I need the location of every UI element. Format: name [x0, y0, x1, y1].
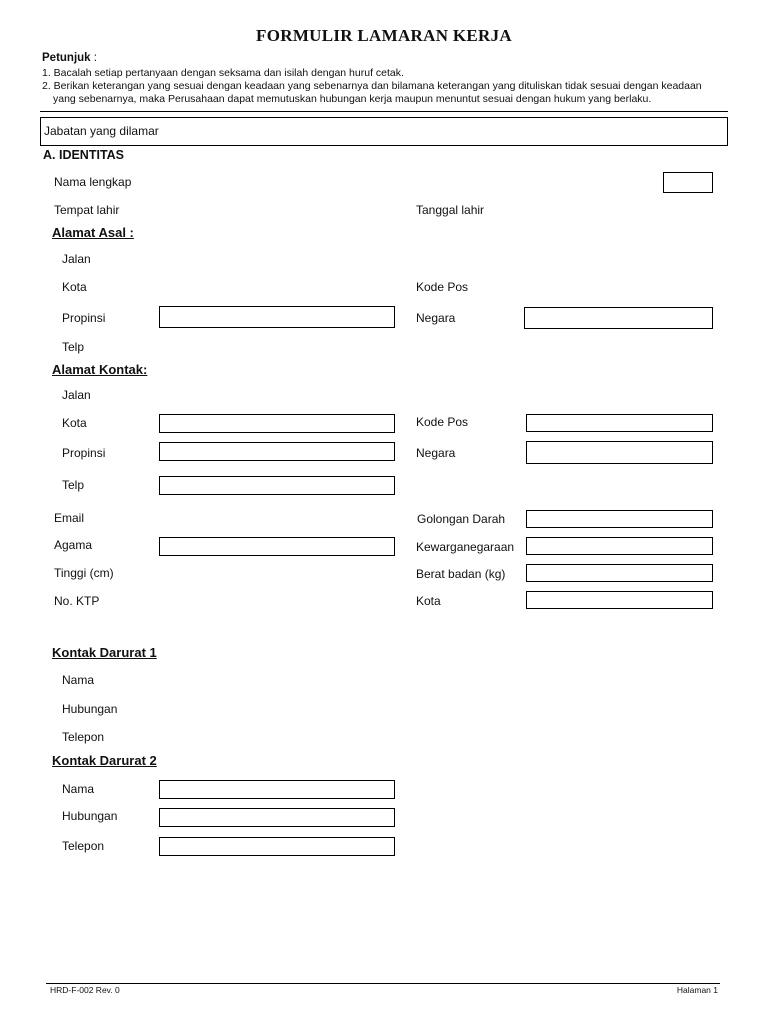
header-divider: [40, 111, 728, 112]
contact-phone-label: Telp: [62, 478, 85, 492]
origin-country-input[interactable]: [524, 307, 713, 329]
identity-heading: A. IDENTITAS: [43, 148, 125, 162]
contact-city-label: Kota: [62, 416, 87, 430]
origin-province-label: Propinsi: [62, 311, 106, 325]
contact-phone-input[interactable]: [159, 476, 395, 495]
emergency2-relation-input[interactable]: [159, 808, 395, 827]
origin-country-label: Negara: [416, 311, 456, 325]
blood-type-label: Golongan Darah: [417, 512, 506, 526]
contact-province-label: Propinsi: [62, 446, 106, 460]
weight-input[interactable]: [526, 564, 713, 582]
instruction-line-2: 2. Berikan keterangan yang sesuai dengan keadaan yang sebenarnya dan bilamana keterangan yang dituliskan tidak sesuai dengan keadaan: [42, 80, 702, 92]
instructions-heading-label: Petunjuk: [42, 52, 91, 64]
origin-phone-label: Telp: [62, 340, 85, 354]
contact-country-label: Negara: [416, 446, 456, 460]
origin-street-label: Jalan: [62, 252, 91, 266]
birth-date-label: Tanggal lahir: [416, 203, 485, 217]
id-city-label: Kota: [416, 594, 441, 608]
id-number-label: No. KTP: [54, 594, 100, 608]
doc-code: HRD-F-002 Rev. 0: [50, 985, 120, 995]
citizenship-label: Kewarganegaraan: [416, 540, 515, 554]
religion-input[interactable]: [159, 537, 395, 556]
citizenship-input[interactable]: [526, 537, 713, 555]
origin-postal-label: Kode Pos: [416, 280, 469, 294]
instruction-line-1: 1. Bacalah setiap pertanyaan dengan seksama dan isilah dengan huruf cetak.: [42, 67, 404, 79]
instructions-colon: :: [90, 52, 97, 64]
id-city-input[interactable]: [526, 591, 713, 609]
emergency1-relation-label: Hubungan: [62, 702, 118, 716]
weight-label: Berat badan (kg): [416, 567, 506, 581]
contact-city-input[interactable]: [159, 414, 395, 433]
email-label: Email: [54, 511, 85, 525]
origin-province-input[interactable]: [159, 306, 395, 328]
instruction-line-2b: yang sebenarnya, maka Perusahaan dapat memutuskan hubungan kerja maupun menuntut sesuai dengan hukum yang berlaku.: [53, 93, 652, 105]
full-name-input[interactable]: [663, 172, 713, 193]
emergency2-name-input[interactable]: [159, 780, 395, 799]
emergency2-heading: Kontak Darurat 2: [52, 753, 157, 768]
origin-address-heading: Alamat Asal :: [52, 225, 134, 240]
page-number: Halaman 1: [676, 985, 718, 995]
emergency1-heading: Kontak Darurat 1: [52, 645, 157, 660]
contact-country-input[interactable]: [526, 441, 713, 464]
contact-postal-input[interactable]: [526, 414, 713, 432]
form-title: FORMULIR LAMARAN KERJA: [256, 26, 512, 45]
instructions-heading: [42, 52, 97, 64]
footer-divider: [46, 983, 720, 984]
birth-place-label: Tempat lahir: [54, 203, 120, 217]
emergency2-phone-input[interactable]: [159, 837, 395, 856]
emergency1-name-label: Nama: [62, 673, 95, 687]
height-label: Tinggi (cm): [54, 566, 114, 580]
emergency2-name-label: Nama: [62, 782, 95, 796]
origin-city-label: Kota: [62, 280, 87, 294]
contact-street-label: Jalan: [62, 388, 91, 402]
religion-label: Agama: [54, 538, 93, 552]
position-applied-label: Jabatan yang dilamar: [44, 124, 159, 138]
position-applied-field[interactable]: [40, 117, 728, 146]
contact-postal-label: Kode Pos: [416, 415, 469, 429]
contact-province-input[interactable]: [159, 442, 395, 461]
emergency2-phone-label: Telepon: [62, 839, 105, 853]
full-name-label: Nama lengkap: [54, 175, 132, 189]
emergency2-relation-label: Hubungan: [62, 809, 118, 823]
emergency1-phone-label: Telepon: [62, 730, 105, 744]
contact-address-heading: Alamat Kontak:: [52, 362, 148, 377]
blood-type-input[interactable]: [526, 510, 713, 528]
